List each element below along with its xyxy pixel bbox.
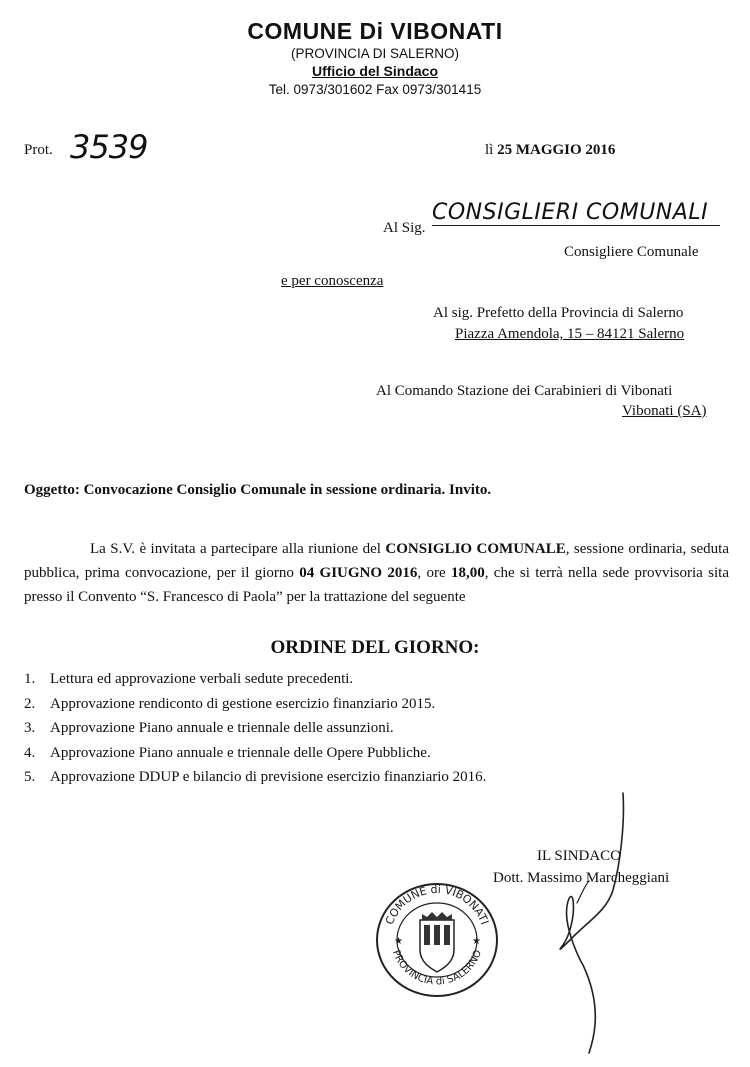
- item-number: 2.: [24, 695, 36, 712]
- date-line: [485, 142, 615, 159]
- list-item: [24, 716, 486, 741]
- carabinieri-recipient: Al Comando Stazione dei Carabinieri di Vibonati: [376, 383, 673, 399]
- list-item: [24, 765, 486, 790]
- body-paragraph: [24, 537, 729, 609]
- list-item: [24, 741, 486, 766]
- body-bold-time: 18,00: [450, 565, 485, 581]
- list-item: [24, 692, 486, 717]
- item-text: Lettura ed approvazione verbali sedute precedenti.: [50, 671, 354, 687]
- item-text: Approvazione rendiconto di gestione esercizio finanziario 2015.: [50, 695, 436, 712]
- carabinieri-address: Vibonati (SA): [622, 403, 707, 419]
- prefetto-address: Piazza Amendola, 15 – 84121 Salerno: [455, 326, 685, 342]
- municipality-title: COMUNE Di VIBONATI: [247, 18, 503, 44]
- star-icon: ★: [472, 936, 481, 947]
- subject-line: Oggetto: Convocazione Consiglio Comunale in sessione ordinaria. Invito.: [24, 482, 492, 498]
- star-icon: ★: [394, 936, 403, 947]
- signature-title: IL SINDACO: [537, 848, 622, 864]
- body-bold-date: 04 GIUGNO 2016: [299, 565, 418, 581]
- stamp-top-text: COMUNE di VIBONATI: [382, 882, 492, 927]
- stamp-bottom-text: PROVINCIA di SALERNO: [389, 948, 485, 988]
- handwritten-signature: [515, 785, 685, 1055]
- date-value: 25 MAGGIO 2016: [497, 142, 616, 158]
- item-text: Approvazione DDUP e bilancio di previsione esercizio finanziario 2016.: [50, 769, 487, 785]
- subject-label: Oggetto: [24, 482, 75, 498]
- signature-name: Dott. Massimo Marcheggiani: [493, 870, 670, 886]
- item-number: 3.: [24, 720, 36, 736]
- subject-text: Convocazione Consiglio Comunale in sessione ordinaria. Invito.: [83, 482, 492, 498]
- item-text: Approvazione Piano annuale e triennale delle assunzioni.: [50, 720, 394, 736]
- body-text: , che si terrà nella sede provvisoria sita presso il Convento “S. Francesco di Paola” per la trattazione del seguente: [24, 565, 729, 605]
- contact-line: Tel. 0973/301602 Fax 0973/301415: [268, 82, 482, 97]
- body-text: , sessione ordinaria, seduta pubblica, prima convocazione, per il giorno: [24, 541, 729, 581]
- item-text: Approvazione Piano annuale e triennale delle Opere Pubbliche.: [50, 744, 431, 761]
- prefetto-recipient: Al sig. Prefetto della Provincia di Salerno: [433, 305, 684, 321]
- date-prefix: lì: [485, 142, 494, 158]
- list-item: [24, 667, 486, 692]
- item-number: 4.: [24, 744, 36, 761]
- recipient-handwritten-name: CONSIGLIERI COMUNALI: [432, 200, 720, 226]
- recipient-label: Al Sig.: [383, 220, 426, 236]
- item-number: 1.: [24, 671, 36, 687]
- agenda-list: [24, 667, 486, 790]
- recipient-role: Consigliere Comunale: [564, 244, 699, 260]
- body-text: La S.V. è invitata a partecipare alla riunione del: [90, 541, 386, 557]
- province-line: (PROVINCIA DI SALERNO): [290, 46, 460, 61]
- svg-text:PROVINCIA di SALERNO: [390, 949, 484, 988]
- agenda-title: ORDINE DEL GIORNO:: [270, 637, 480, 658]
- body-text: , ore: [417, 565, 451, 581]
- body-bold-council: CONSIGLIO COMUNALE: [385, 541, 566, 557]
- protocol-label: Prot.: [24, 142, 53, 158]
- item-number: 5.: [24, 769, 36, 785]
- municipal-stamp-seal: [372, 880, 502, 1000]
- cc-label: e per conoscenza: [281, 273, 384, 289]
- office-line: Ufficio del Sindaco: [311, 63, 438, 79]
- protocol-number: 3539: [70, 128, 148, 166]
